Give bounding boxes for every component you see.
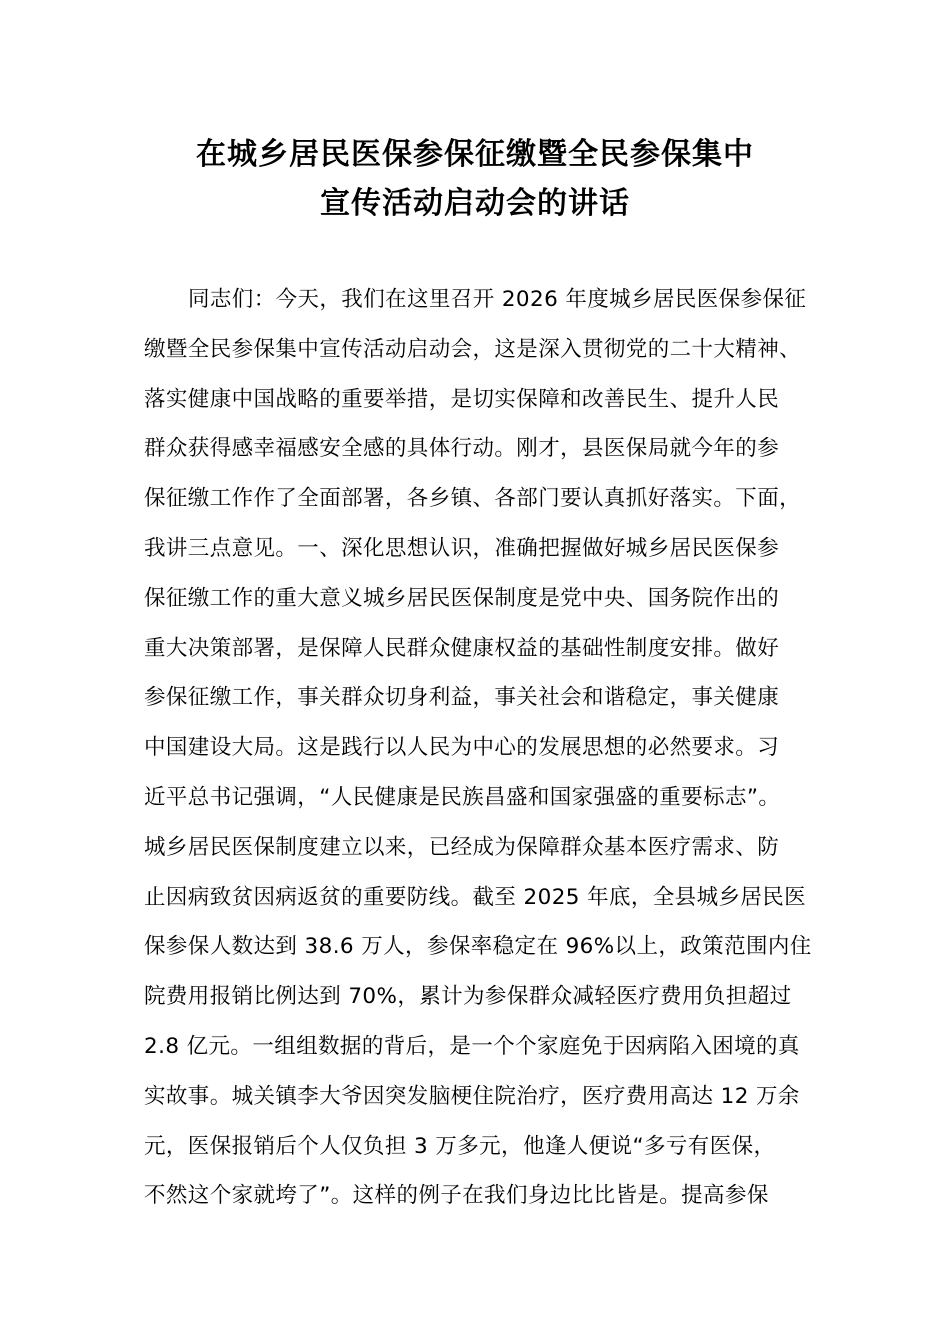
body-text-line: 同志们：今天，我们在这里召开 2026 年度城乡居民医保参保征 bbox=[188, 287, 807, 312]
body-text-line: 止因病致贫因病返贫的重要防线。截至 2025 年底，全县城乡居民医 bbox=[144, 884, 807, 910]
body-text-line: 近平总书记强调，“人民健康是民族昌盛和国家强盛的重要标志”。 bbox=[144, 784, 781, 810]
body-text-line: 保征缴工作作了全面部署，各乡镇、各部门要认真抓好落实。下面， bbox=[144, 486, 802, 512]
body-text-line: 重大决策部署，是保障人民群众健康权益的基础性制度安排。做好 bbox=[144, 635, 780, 661]
body-text-line: 院费用报销比例达到 70%，累计为参保群众减轻医疗费用负担超过 bbox=[144, 984, 792, 1010]
body-text-line: 保征缴工作的重大意义城乡居民医保制度是党中央、国务院作出的 bbox=[144, 585, 780, 611]
body-text-line: 实故事。城关镇李大爷因突发脑梗住院治疗，医疗费用高达 12 万余 bbox=[144, 1083, 800, 1109]
body-text-line: 参保征缴工作，事关群众切身利益，事关社会和谐稳定，事关健康 bbox=[144, 685, 780, 711]
body-text-line: 城乡居民医保制度建立以来，已经成为保障群众基本医疗需求、防 bbox=[144, 834, 780, 860]
body-text-line: 我讲三点意见。一、深化思想认识，准确把握做好城乡居民医保参 bbox=[144, 535, 780, 561]
body-text-line: 保参保人数达到 38.6 万人，参保率稳定在 96%以上，政策范围内住 bbox=[144, 934, 812, 960]
body-text-line: 群众获得感幸福感安全感的具体行动。刚才，县医保局就今年的参 bbox=[144, 436, 780, 462]
body-text-line: 2.8 亿元。一组组数据的背后，是一个个家庭免于因病陷入困境的真 bbox=[144, 1033, 800, 1059]
document-body bbox=[144, 282, 824, 1228]
body-text-line: 不然这个家就垮了”。这样的例子在我们身边比比皆是。提高参保 bbox=[144, 1183, 769, 1209]
body-text-line: 中国建设大局。这是践行以人民为中心的发展思想的必然要求。习 bbox=[144, 735, 780, 761]
body-text-line: 落实健康中国战略的重要举措，是切实保障和改善民生、提升人民 bbox=[144, 386, 780, 412]
document-title-line-1: 在城乡居民医保参保征缴暨全民参保集中 bbox=[196, 137, 754, 172]
document-title-line-2: 宣传活动启动会的讲话 bbox=[320, 186, 630, 221]
body-text-line: 缴暨全民参保集中宣传活动启动会，这是深入贯彻党的二十大精神、 bbox=[144, 336, 802, 362]
body-text-line: 元，医保报销后个人仅负担 3 万多元，他逢人便说“多亏有医保， bbox=[144, 1133, 776, 1159]
